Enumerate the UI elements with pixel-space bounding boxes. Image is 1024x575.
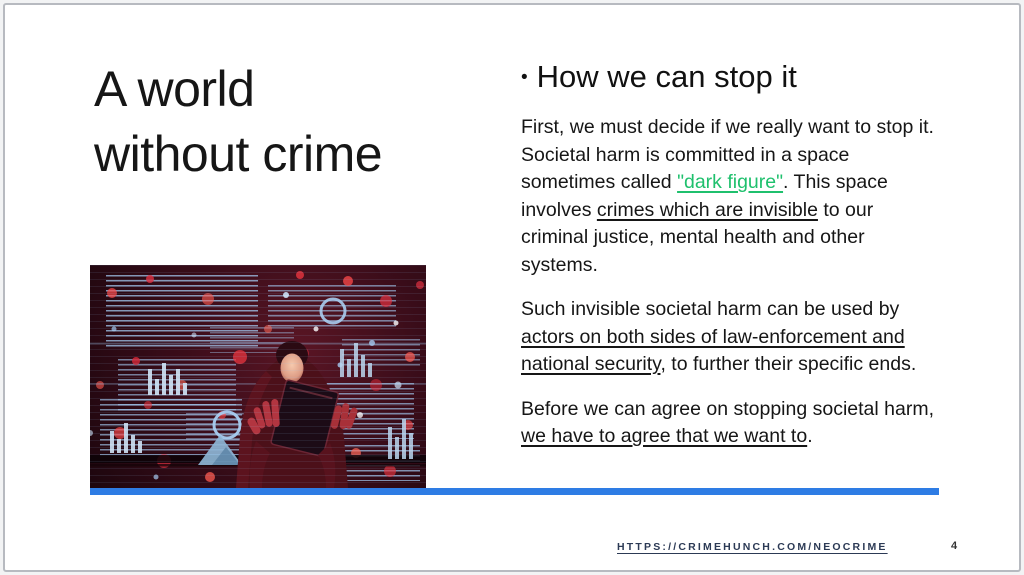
- paragraph: [521, 396, 935, 451]
- page-title: [94, 57, 382, 187]
- text-segment: , to further their specific ends.: [660, 353, 917, 375]
- paragraph: [521, 114, 935, 279]
- page-title-line2: without crime: [94, 126, 383, 182]
- scanline-texture: [90, 265, 426, 488]
- inline-link[interactable]: "dark figure": [677, 171, 784, 193]
- text-segment: First, we must decide if we really want to stop it. Societal harm is committed in a space sometimes called: [521, 116, 934, 193]
- section-heading: [521, 57, 935, 97]
- text-segment: .: [807, 425, 813, 447]
- text-segment: . This space involves: [521, 171, 888, 221]
- slide-canvas: [3, 3, 1021, 572]
- paragraph: [521, 296, 935, 379]
- bullet-icon: •: [521, 67, 528, 88]
- text-segment: crimes which are invisible: [596, 198, 818, 221]
- page-title-line1: A world: [94, 61, 255, 117]
- hero-image: [90, 265, 426, 488]
- text-segment: to our criminal justice, mental health and other systems.: [521, 198, 874, 276]
- text-segment: actors on both sides of law-enforcement and national security: [521, 325, 905, 375]
- page-number: 4: [951, 540, 958, 552]
- footer-url-link[interactable]: HTTPS://CRIMEHUNCH.COM/NEOCRIME: [617, 541, 888, 553]
- text-segment: we have to agree that we want to: [521, 425, 808, 447]
- text-segment: Such invisible societal harm can be used by: [521, 298, 900, 320]
- accent-divider-bar: [90, 488, 939, 495]
- body-text: [521, 114, 935, 451]
- content-column: [521, 57, 935, 451]
- section-heading-label: How we can stop it: [536, 59, 797, 94]
- text-segment: Before we can agree on stopping societal harm,: [521, 397, 934, 420]
